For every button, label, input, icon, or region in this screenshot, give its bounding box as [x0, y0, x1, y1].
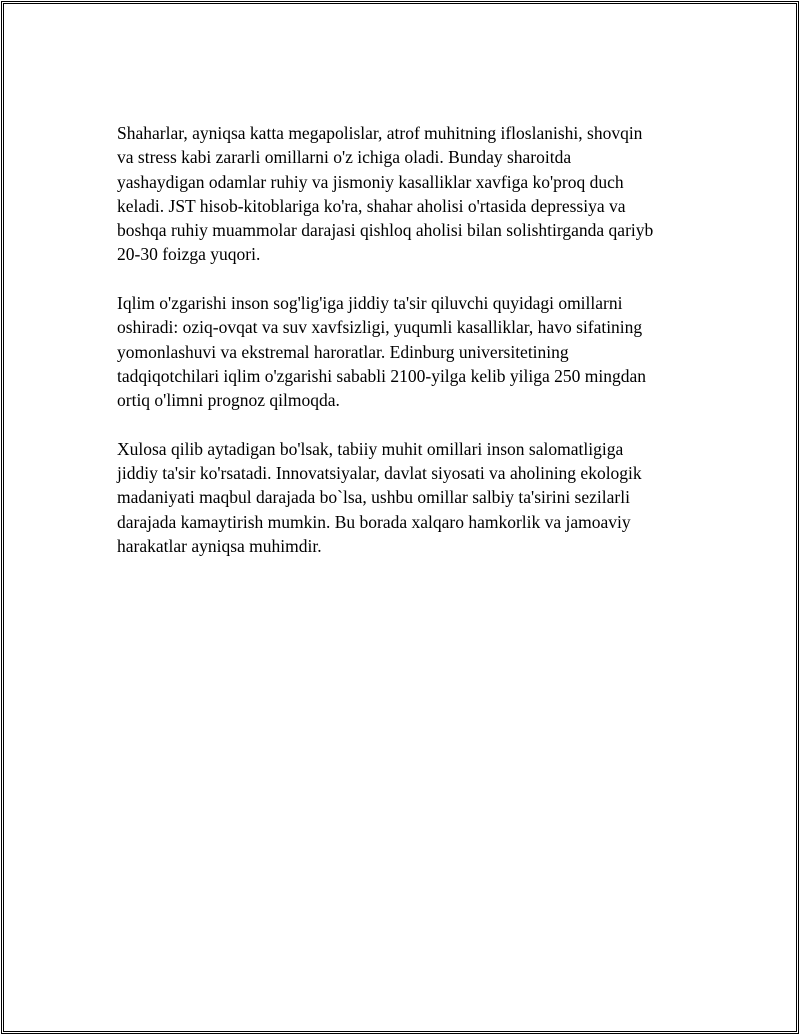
document-body — [117, 121, 697, 583]
paragraph-urban-health: Shaharlar, ayniqsa katta megapolislar, atrof muhitning ifloslanishi, shovqin va stress kabi zararli omillarni o'z ichiga oladi. Bunday sharoitda yashaydigan odamlar ruhiy va jismoniy kasalliklar xavfiga ko'proq duch keladi. JST hisob-kitoblariga ko'ra, shahar aholisi o'rtasida depressiya va boshqa ruhiy muammolar darajasi qishloq aholisi bilan solishtirganda qariyb 20-30 foizga yuqori. — [117, 123, 654, 265]
paragraph-conclusion: Xulosa qilib aytadigan bo'lsak, tabiiy muhit omillari inson salomatligiga jiddiy ta'sir ko'rsatadi. Innovatsiyalar, davlat siyosati va aholining ekologik madaniyati maqbul darajada bo`lsa, ushbu omillar salbiy ta'sirini sezilarli darajada kamaytirish mumkin. Bu borada xalqaro hamkorlik va jamoaviy harakatlar ayniqsa muhimdir. — [117, 438, 642, 557]
paragraph-climate-change: Iqlim o'zgarishi inson sog'lig'iga jiddiy ta'sir qiluvchi quyidagi omillarni oshiradi: oziq-ovqat va suv xavfsizligi, yuqumli kasalliklar, havo sifatining yomonlashuvi va ekstremal haroratlar. Edinburg universitetining tadqiqotchilari iqlim o'zgarishi sababli 2100-yilga kelib yiliga 250 mingdan ortiq o'limni prognoz qilmoqda. — [117, 293, 647, 411]
page-border — [1, 1, 799, 1034]
